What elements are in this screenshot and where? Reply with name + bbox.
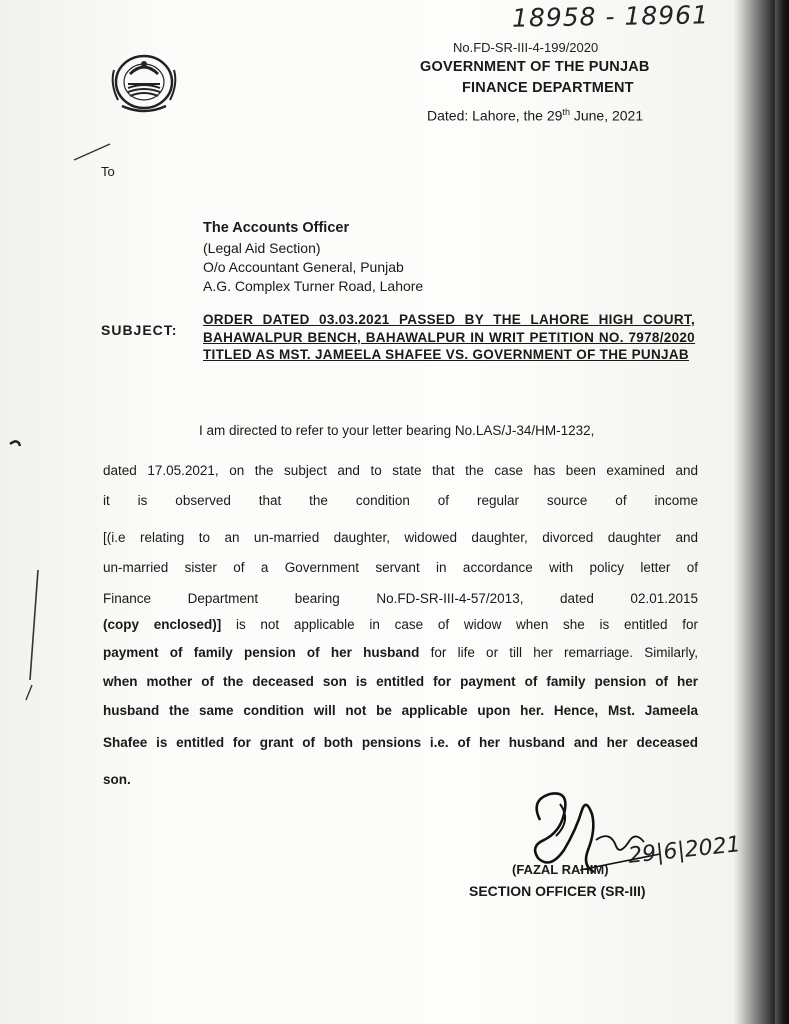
- to-label: To: [101, 164, 115, 179]
- margin-pen-marks-icon: [0, 430, 60, 730]
- body-line-7: [103, 617, 698, 632]
- government-heading: GOVERNMENT OF THE PUNJAB: [420, 59, 650, 75]
- body-line-5: un-married sister of a Government servant in accordance with policy letter of: [103, 560, 698, 575]
- addressee-line-3: A.G. Complex Turner Road, Lahore: [203, 278, 424, 294]
- subject-text: ORDER DATED 03.03.2021 PASSED BY THE LAHORE HIGH COURT, BAHAWALPUR BENCH, BAHAWALPUR IN WRIT PETITION NO. 7978/2020 TITLED AS MST. JAMEELA SHAFEE VS. GOVERNMENT OF THE PUNJAB: [203, 312, 695, 362]
- body-line-8-bold: payment of family pension of her husband: [103, 645, 420, 660]
- body-line-4: [(i.e relating to an un-married daughter, widowed daughter, divorced daughter and: [103, 530, 698, 545]
- body-line-11: [103, 735, 698, 750]
- punjab-emblem-icon: [104, 40, 184, 120]
- body-line-11-part-2: husband and her deceased: [508, 735, 698, 750]
- date-superscript: th: [562, 107, 570, 117]
- signatory-name: (FAZAL RAHIM): [512, 862, 609, 877]
- pen-stroke-icon: [70, 130, 130, 170]
- letter-number: No.FD-SR-III-4-199/2020: [453, 40, 599, 55]
- body-line-12: son.: [103, 772, 131, 787]
- body-line-11-part-1: Shafee is entitled for grant of both pensions i.e. of her: [103, 735, 509, 750]
- body-line-3: it is observed that the condition of regular source of income: [103, 493, 698, 508]
- signatory-title: SECTION OFFICER (SR-III): [469, 883, 646, 899]
- handwritten-signature-date: 29|6|2021: [627, 832, 742, 869]
- addressee-line-1: (Legal Aid Section): [203, 240, 321, 256]
- body-line-10: husband the same condition will not be applicable upon her. Hence, Mst. Jameela: [103, 703, 698, 718]
- date-prefix: Dated: Lahore, the 29: [427, 107, 563, 124]
- letter-date: [427, 107, 643, 124]
- body-line-7-rest: is not applicable in case of widow when she is entitled for: [221, 617, 698, 632]
- body-line-2: dated 17.05.2021, on the subject and to state that the case has been examined and: [103, 463, 698, 478]
- body-line-1: I am directed to refer to your letter bearing No.LAS/J-34/HM-1232,: [199, 423, 595, 438]
- body-line-8-rest: for life or till her remarriage. Similarly,: [419, 645, 698, 660]
- subject-label: SUBJECT:: [101, 322, 178, 338]
- handwritten-diary-number: 18958 - 18961: [511, 0, 710, 33]
- copy-enclosed-text: (copy enclosed)]: [103, 617, 222, 632]
- addressee-line-2: O/o Accountant General, Punjab: [203, 259, 404, 275]
- scan-edge-shadow: [775, 0, 789, 1024]
- body-line-6: Finance Department bearing No.FD-SR-III-4-57/2013, dated 02.01.2015: [103, 591, 698, 606]
- addressee-name: The Accounts Officer: [203, 220, 350, 236]
- body-line-8: [103, 645, 698, 660]
- date-suffix: June, 2021: [569, 107, 644, 124]
- department-heading: FINANCE DEPARTMENT: [462, 80, 634, 96]
- body-line-9: when mother of the deceased son is entitled for payment of family pension of her: [103, 674, 698, 689]
